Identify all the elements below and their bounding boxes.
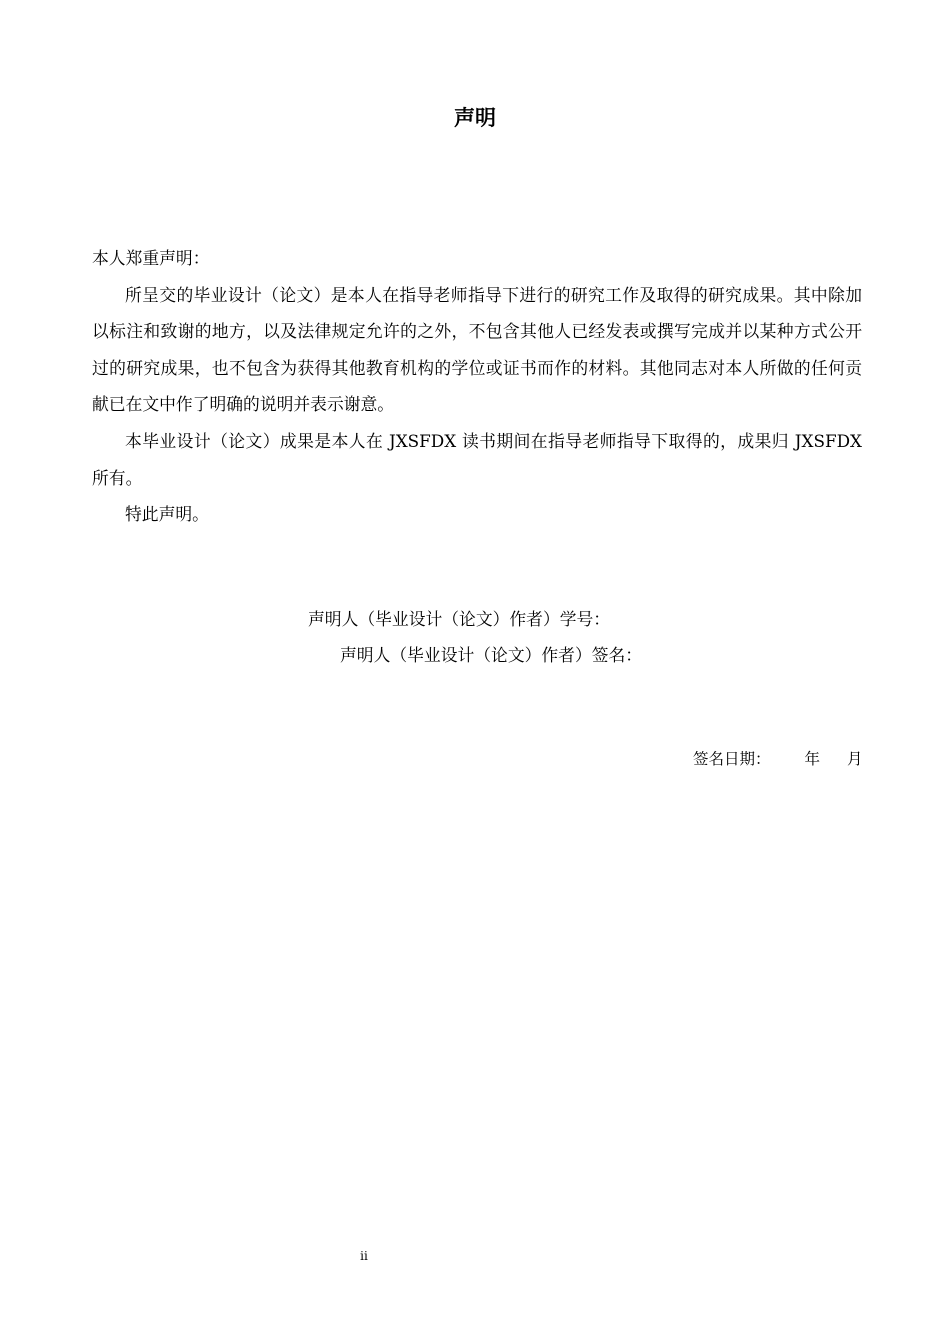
page-number: ii xyxy=(360,1249,368,1263)
declaration-body xyxy=(92,240,862,533)
declaration-closing: 特此声明。 xyxy=(125,504,209,525)
signature-student-id-label: 声明人（毕业设计（论文）作者）学号： xyxy=(308,609,611,629)
page-title: 声明 xyxy=(454,106,496,130)
signature-date-month: 月 xyxy=(847,750,863,768)
declaration-intro: 本人郑重声明： xyxy=(92,248,210,268)
signature-date-line xyxy=(693,746,863,772)
signature-date-label: 签名日期： xyxy=(693,750,771,768)
signature-date-year: 年 xyxy=(804,750,821,768)
declaration-paragraph-2: 本毕业设计（论文）成果是本人在 JXSFDX 读书期间在指导老师指导下取得的，成果归 JXSFDX 所有。 xyxy=(92,430,862,488)
signature-name-label: 声明人（毕业设计（论文）作者）签名： xyxy=(340,645,643,665)
declaration-paragraph-1: 所呈交的毕业设计（论文）是本人在指导老师指导下进行的研究工作及取得的研究成果。其中除加以标注和致谢的地方，以及法律规定允许的之外，不包含其他人已经发表或撰写完成并以某种方式公开过的研究成果，也不包含为获得其他教育机构的学位或证书而作的材料。其他同志对本人所做的任何贡献已在文中作了明确的说明并表示谢意。 xyxy=(92,284,862,415)
